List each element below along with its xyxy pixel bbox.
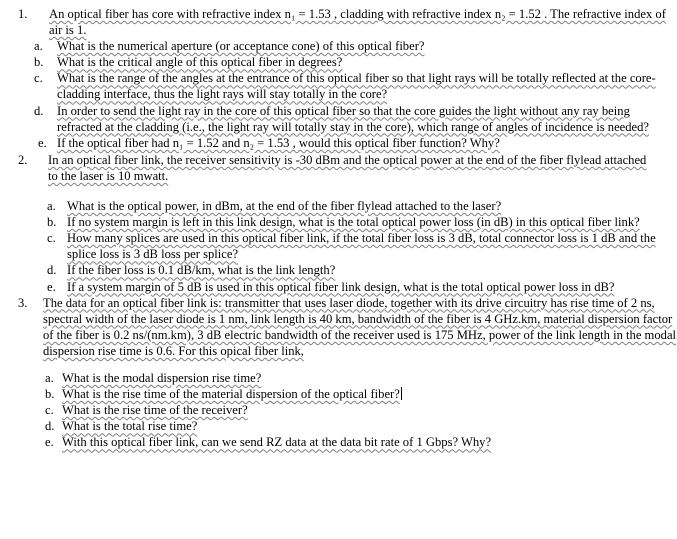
subquestion-text: If the optical fiber had n₁ = 1.52 and n₂ = 1.53 , would this optical fiber function? Why? [57,135,500,150]
subquestion-label: a. [45,370,54,385]
subquestion-label: b. [47,215,57,230]
subquestion [47,262,671,278]
subquestion-text: With this optical fiber link, can we send RZ data at the data bit rate of 1 Gbps? Why? [62,435,492,450]
subquestion-text: What is the numerical aperture (or acceptance cone) of this optical fiber? [57,39,425,54]
subquestion-text: What is the rise time of the material dispersion of the optical fiber? [62,387,400,402]
subquestion-text: In order to send the light ray in the core of this optical fiber so that the core guides the light without any ray being refracted at the cladding (i.e., the light ray will totally stay in the core), which range of angles of incidence is needed? [57,103,650,134]
question-number: 2. [18,152,28,167]
question-text: An optical fiber has core with refractive index n₁ = 1.53 , cladding with refractive index n₂ = 1.52 . The refractive index of air is 1. [49,7,666,38]
subquestion [47,198,671,214]
subquestion-text: What is the total rise time? [62,419,198,434]
subquestion-label: e. [47,279,56,294]
subquestion-text: If a system margin of 5 dB is used in this optical fiber link design, what is the total optical power loss in dB? [67,279,615,294]
question-2 [0,152,677,295]
subquestion-label: d. [34,103,44,118]
question-text: The data for an optical fiber link is: transmitter that uses laser diode, together with its drive circuitry has rise time of 2 ns, spectral width of the laser diode is 1 nm, link length is 40 km, bandwidth of the fiber is 4 GHz.km, material dispersion factor of the fiber is 0.2 ns/(nm.km), 3 dB electric bandwidth of the receiver used is 175 MHz, power of the link length in the modal dispersion rise time is 0.6. For this opical fiber link, [43,295,677,358]
subquestion [34,70,669,102]
subquestion [38,135,669,151]
subquestion-text: What is the optical power, in dBm, at the end of the fiber flylead attached to the laser? [67,199,502,214]
subquestion [45,402,671,418]
question-1 [0,6,677,151]
question-number: 1. [18,7,28,21]
subquestion [34,38,669,54]
subquestion-text: What is the range of the angles at the entrance of this optical fiber so that light rays will be totally reflected at the core-cladding interface, thus the light rays will stay totally in the core? [57,71,656,102]
subquestion [34,103,669,135]
subquestion-label: e. [45,435,54,450]
subquestion-label: d. [45,419,55,434]
subquestion-label: c. [34,71,43,86]
question-number: 3. [18,295,28,310]
subquestion [45,370,671,386]
text-cursor [401,387,402,400]
question-3 [0,295,677,451]
subquestion-label: e. [38,135,47,150]
subquestion-label: a. [34,39,43,54]
subquestion-label: c. [45,403,54,418]
subquestion [45,434,671,450]
subquestion-list [0,198,677,295]
subquestion [47,230,671,262]
subquestion [47,214,671,230]
subquestion-text: If no system margin is left in this link design, what is the total optical power loss (in dB) in this optical fiber link? [67,215,640,230]
subquestion-label: a. [47,199,56,214]
subquestion-text: How many splices are used in this optical fiber link, if the total fiber loss is 3 dB, total connector loss is 1 dB and the splice loss is 3 dB loss per splice? [67,231,656,262]
subquestion [34,54,669,70]
subquestion-text: If the fiber loss is 0.1 dB/km, what is the link length? [67,263,336,278]
subquestion-text: What is the rise time of the receiver? [62,403,248,418]
subquestion-label: b. [45,387,55,402]
subquestion-text: What is the modal dispersion rise time? [62,370,262,385]
subquestion-label: d. [47,263,57,278]
question-text: In an optical fiber link, the receiver sensitivity is -30 dBm and the optical power at the end of the fiber flylead attached to the laser is 10 mwatt. [48,152,647,183]
subquestion [45,386,671,402]
subquestion-label: c. [47,231,56,246]
subquestion [47,279,671,295]
subquestion [45,418,671,434]
subquestion-label: b. [34,55,44,70]
subquestion-list [0,38,677,151]
subquestion-list [0,370,677,450]
subquestion-text: What is the critical angle of this optical fiber in degrees? [57,55,343,70]
